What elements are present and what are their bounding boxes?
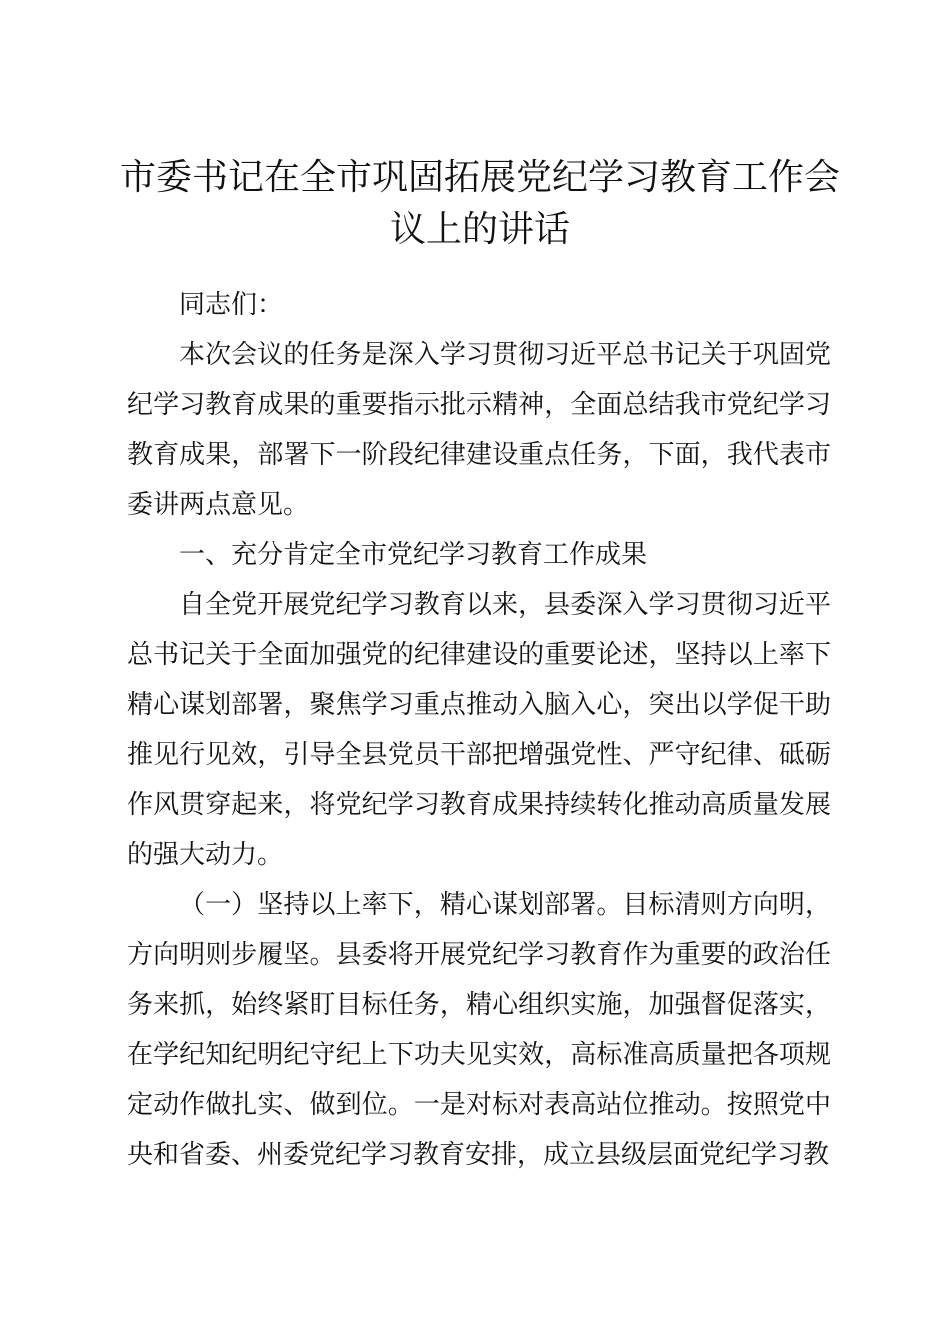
salutation: 同志们： (179, 290, 284, 320)
paragraph-intro: 本次会议的任务是深入学习贯彻习近平总书记关于巩固党纪学习教育成果的重要指示批示精神，全面总结我市党纪学习教育成果，部署下一阶段纪律建设重点任务，下面，我代表市委讲两点意见。 (127, 340, 831, 520)
document-title: 市委书记在全市巩固拓展党纪学习教育工作会议上的讲话 (119, 157, 840, 250)
document-body (127, 280, 831, 1180)
paragraph-summary: 自全党开展党纪学习教育以来，县委深入学习贯彻习近平总书记关于全面加强党的纪律建设的重要论述，坚持以上率下精心谋划部署，聚焦学习重点推动入脑入心，突出以学促干助推见行见效，引导全县党员干部把增强党性、严守纪律、砥砺作风贯穿起来，将党纪学习教育成果持续转化推动高质量发展的强大动力。 (127, 590, 831, 870)
section-heading-1: 一、充分肯定全市党纪学习教育工作成果 (179, 540, 648, 570)
paragraph-subsection-1: （一）坚持以上率下，精心谋划部署。目标清则方向明，方向明则步履坚。县委将开展党纪学习教育作为重要的政治任务来抓，始终紧盯目标任务，精心组织实施，加强督促落实，在学纪知纪明纪守纪上下功夫见实效，高标准高质量把各项规定动作做扎实、做到位。一是对标对表高站位推动。按照党中央和省委、州委党纪学习教育安排，成立县级层面党纪学习教 (127, 890, 831, 1170)
